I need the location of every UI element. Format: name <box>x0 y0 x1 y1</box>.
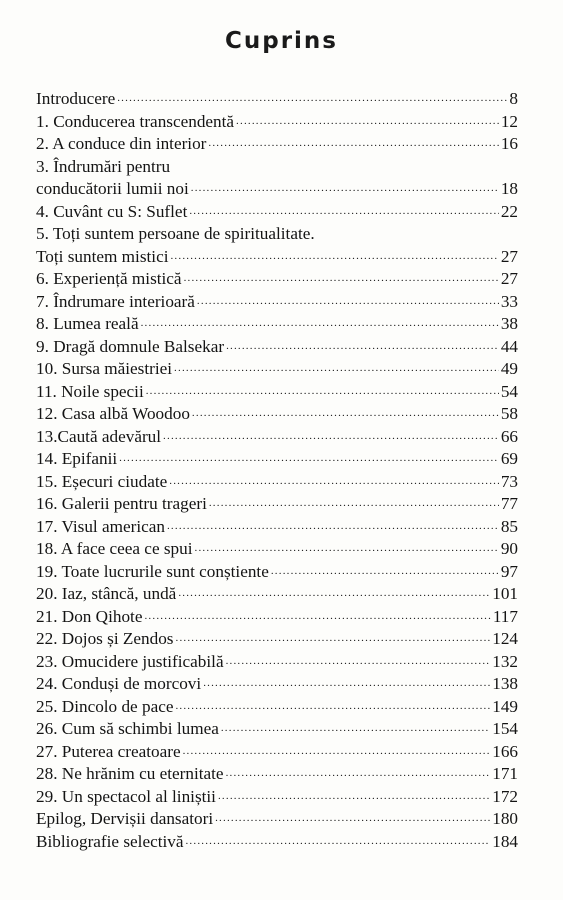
toc-entry <box>36 88 518 111</box>
dot-leader <box>185 830 490 853</box>
toc-entry-title: 29. Un spectacol al liniștii <box>36 786 216 806</box>
dot-leader <box>209 492 499 515</box>
dot-leader <box>144 605 490 628</box>
toc-entry-title: 15. Eșecuri ciudate <box>36 471 168 491</box>
toc-page-number: 124 <box>492 629 518 648</box>
toc-entry-title: 6. Experiență mistică <box>36 269 182 288</box>
toc-page-number: 27 <box>500 269 518 288</box>
dot-leader <box>271 560 499 583</box>
toc-entry-title: 19. Toate lucrurile sunt conștiente <box>36 561 269 581</box>
toc-page-number: 18 <box>500 179 518 198</box>
toc-entry <box>36 358 518 381</box>
toc-entry-title: 18. A face ceea ce spui <box>36 539 193 558</box>
toc-entry-title-line1: 5. Toți suntem persoane de spiritualitate. <box>36 224 315 243</box>
dot-leader <box>191 177 499 200</box>
toc-page-number: 66 <box>500 426 518 446</box>
toc-page-number: 166 <box>492 741 518 761</box>
toc-entry <box>36 786 518 809</box>
dot-leader <box>218 785 490 808</box>
toc-entry-title: 16. Galerii pentru trageri <box>36 494 207 513</box>
toc-page-number: 184 <box>492 831 518 851</box>
toc-page-number: 172 <box>492 786 518 806</box>
toc-page-number: 22 <box>500 201 518 221</box>
toc-entry <box>36 201 518 224</box>
dot-leader <box>197 290 499 313</box>
toc-page-number: 85 <box>500 516 518 536</box>
toc-page-number: 12 <box>500 111 518 131</box>
dot-leader <box>174 357 499 380</box>
toc-entry-title: 7. Îndrumare interioară <box>36 291 195 311</box>
toc-entry-title: 27. Puterea creatoare <box>36 741 181 761</box>
toc-page-number: 90 <box>500 539 518 558</box>
dot-leader <box>236 110 499 133</box>
toc-entry <box>36 696 518 719</box>
toc-entry <box>36 628 518 651</box>
toc-entry-title: 9. Dragă domnule Balsekar <box>36 336 225 356</box>
toc-entry-title: 17. Visul american <box>36 516 165 536</box>
dot-leader <box>203 672 490 695</box>
toc-entry <box>36 448 518 471</box>
toc-entry <box>36 538 518 561</box>
toc-page-number: 58 <box>500 404 518 423</box>
dot-leader <box>163 425 499 448</box>
toc-entry-title: 4. Cuvânt cu S: Suflet <box>36 201 188 221</box>
toc-entry <box>36 673 518 696</box>
toc-entry <box>36 718 518 741</box>
toc-entry-title: 20. Iaz, stâncă, undă <box>36 584 177 603</box>
toc-entry <box>36 606 518 629</box>
dot-leader <box>195 537 499 560</box>
toc-entry-title: 14. Epifanii <box>36 449 118 468</box>
toc-entry <box>36 471 518 494</box>
toc-entry-title: 2. A conduce din interior <box>36 134 207 153</box>
toc-entry <box>36 831 518 854</box>
toc-page-number: 149 <box>492 696 518 716</box>
toc-entry <box>36 111 518 134</box>
toc-entry <box>36 268 518 291</box>
dot-leader <box>184 267 499 290</box>
toc-entry-title: Epilog, Dervișii dansatori <box>36 809 214 828</box>
dot-leader <box>215 807 490 830</box>
toc-entry <box>36 651 518 674</box>
toc-page-number: 101 <box>492 584 518 603</box>
dot-leader <box>226 762 491 785</box>
toc-entry <box>36 313 518 336</box>
toc-entry-title: Bibliografie selectivă <box>36 831 184 851</box>
toc-entry-title: 22. Dojos și Zendos <box>36 629 174 648</box>
toc-entry <box>36 561 518 584</box>
toc-entry <box>36 426 518 449</box>
toc-page-number: 33 <box>500 291 518 311</box>
dot-leader <box>117 87 507 110</box>
page-title: Cuprins <box>224 28 338 54</box>
dot-leader <box>175 695 490 718</box>
toc-entry <box>36 223 518 268</box>
table-of-contents <box>36 88 518 853</box>
dot-leader <box>183 740 491 763</box>
toc-entry-title: 10. Sursa măiestriei <box>36 359 173 378</box>
toc-entry-title: 26. Cum să schimbi lumea <box>36 719 219 738</box>
toc-page-number: 73 <box>500 471 518 491</box>
dot-leader <box>208 132 498 155</box>
toc-page-number: 44 <box>500 336 518 356</box>
toc-page-number: 49 <box>500 359 518 378</box>
toc-entry <box>36 493 518 516</box>
toc-entry-title: Introducere <box>36 89 116 108</box>
toc-page-number: 97 <box>500 561 518 581</box>
toc-entry-title: 1. Conducerea transcendentă <box>36 111 235 131</box>
toc-page-number: 54 <box>500 381 518 401</box>
toc-entry <box>36 516 518 539</box>
dot-leader <box>170 245 498 268</box>
toc-entry <box>36 133 518 156</box>
toc-page-number: 132 <box>492 651 518 671</box>
toc-page-number: 117 <box>492 606 518 626</box>
dot-leader <box>146 380 499 403</box>
toc-page-number: 154 <box>492 719 518 738</box>
toc-entry-title: 8. Lumea reală <box>36 314 139 333</box>
dot-leader <box>189 200 498 223</box>
toc-entry-title: 13.Caută adevărul <box>36 426 162 446</box>
toc-entry-title: conducătorii lumii noi <box>36 179 189 198</box>
toc-page-number: 138 <box>492 674 518 693</box>
toc-entry-title: 23. Omucidere justificabilă <box>36 651 224 671</box>
toc-entry-title: 11. Noile specii <box>36 381 144 401</box>
toc-entry-title: 28. Ne hrănim cu eternitate <box>36 764 224 783</box>
dot-leader <box>119 447 499 470</box>
toc-entry <box>36 403 518 426</box>
dot-leader <box>141 312 499 335</box>
dot-leader <box>178 582 490 605</box>
toc-entry-title: 21. Don Qihote <box>36 606 143 626</box>
toc-entry <box>36 763 518 786</box>
toc-page-number: 180 <box>492 809 518 828</box>
toc-page-number: 38 <box>500 314 518 333</box>
toc-entry <box>36 808 518 831</box>
toc-page-number: 171 <box>492 764 518 783</box>
toc-entry <box>36 741 518 764</box>
toc-entry <box>36 583 518 606</box>
dot-leader <box>221 717 490 740</box>
toc-entry <box>36 156 518 201</box>
dot-leader <box>176 627 491 650</box>
toc-page-number: 77 <box>500 494 518 513</box>
dot-leader <box>192 402 499 425</box>
dot-leader <box>226 650 491 673</box>
dot-leader <box>169 470 499 493</box>
toc-entry <box>36 336 518 359</box>
toc-entry <box>36 291 518 314</box>
toc-entry-title: 24. Conduși de morcovi <box>36 674 202 693</box>
toc-page-number: 8 <box>509 89 518 108</box>
dot-leader <box>226 335 499 358</box>
toc-entry-title: 12. Casa albă Woodoo <box>36 404 190 423</box>
toc-page-number: 16 <box>500 134 518 153</box>
dot-leader <box>167 515 499 538</box>
toc-entry <box>36 381 518 404</box>
toc-page-number: 69 <box>500 449 518 468</box>
toc-entry-title: 25. Dincolo de pace <box>36 696 174 716</box>
toc-entry-title: Toți suntem mistici <box>36 246 169 266</box>
toc-page-number: 27 <box>500 246 518 266</box>
toc-entry-title-line1: 3. Îndrumări pentru <box>36 156 171 176</box>
